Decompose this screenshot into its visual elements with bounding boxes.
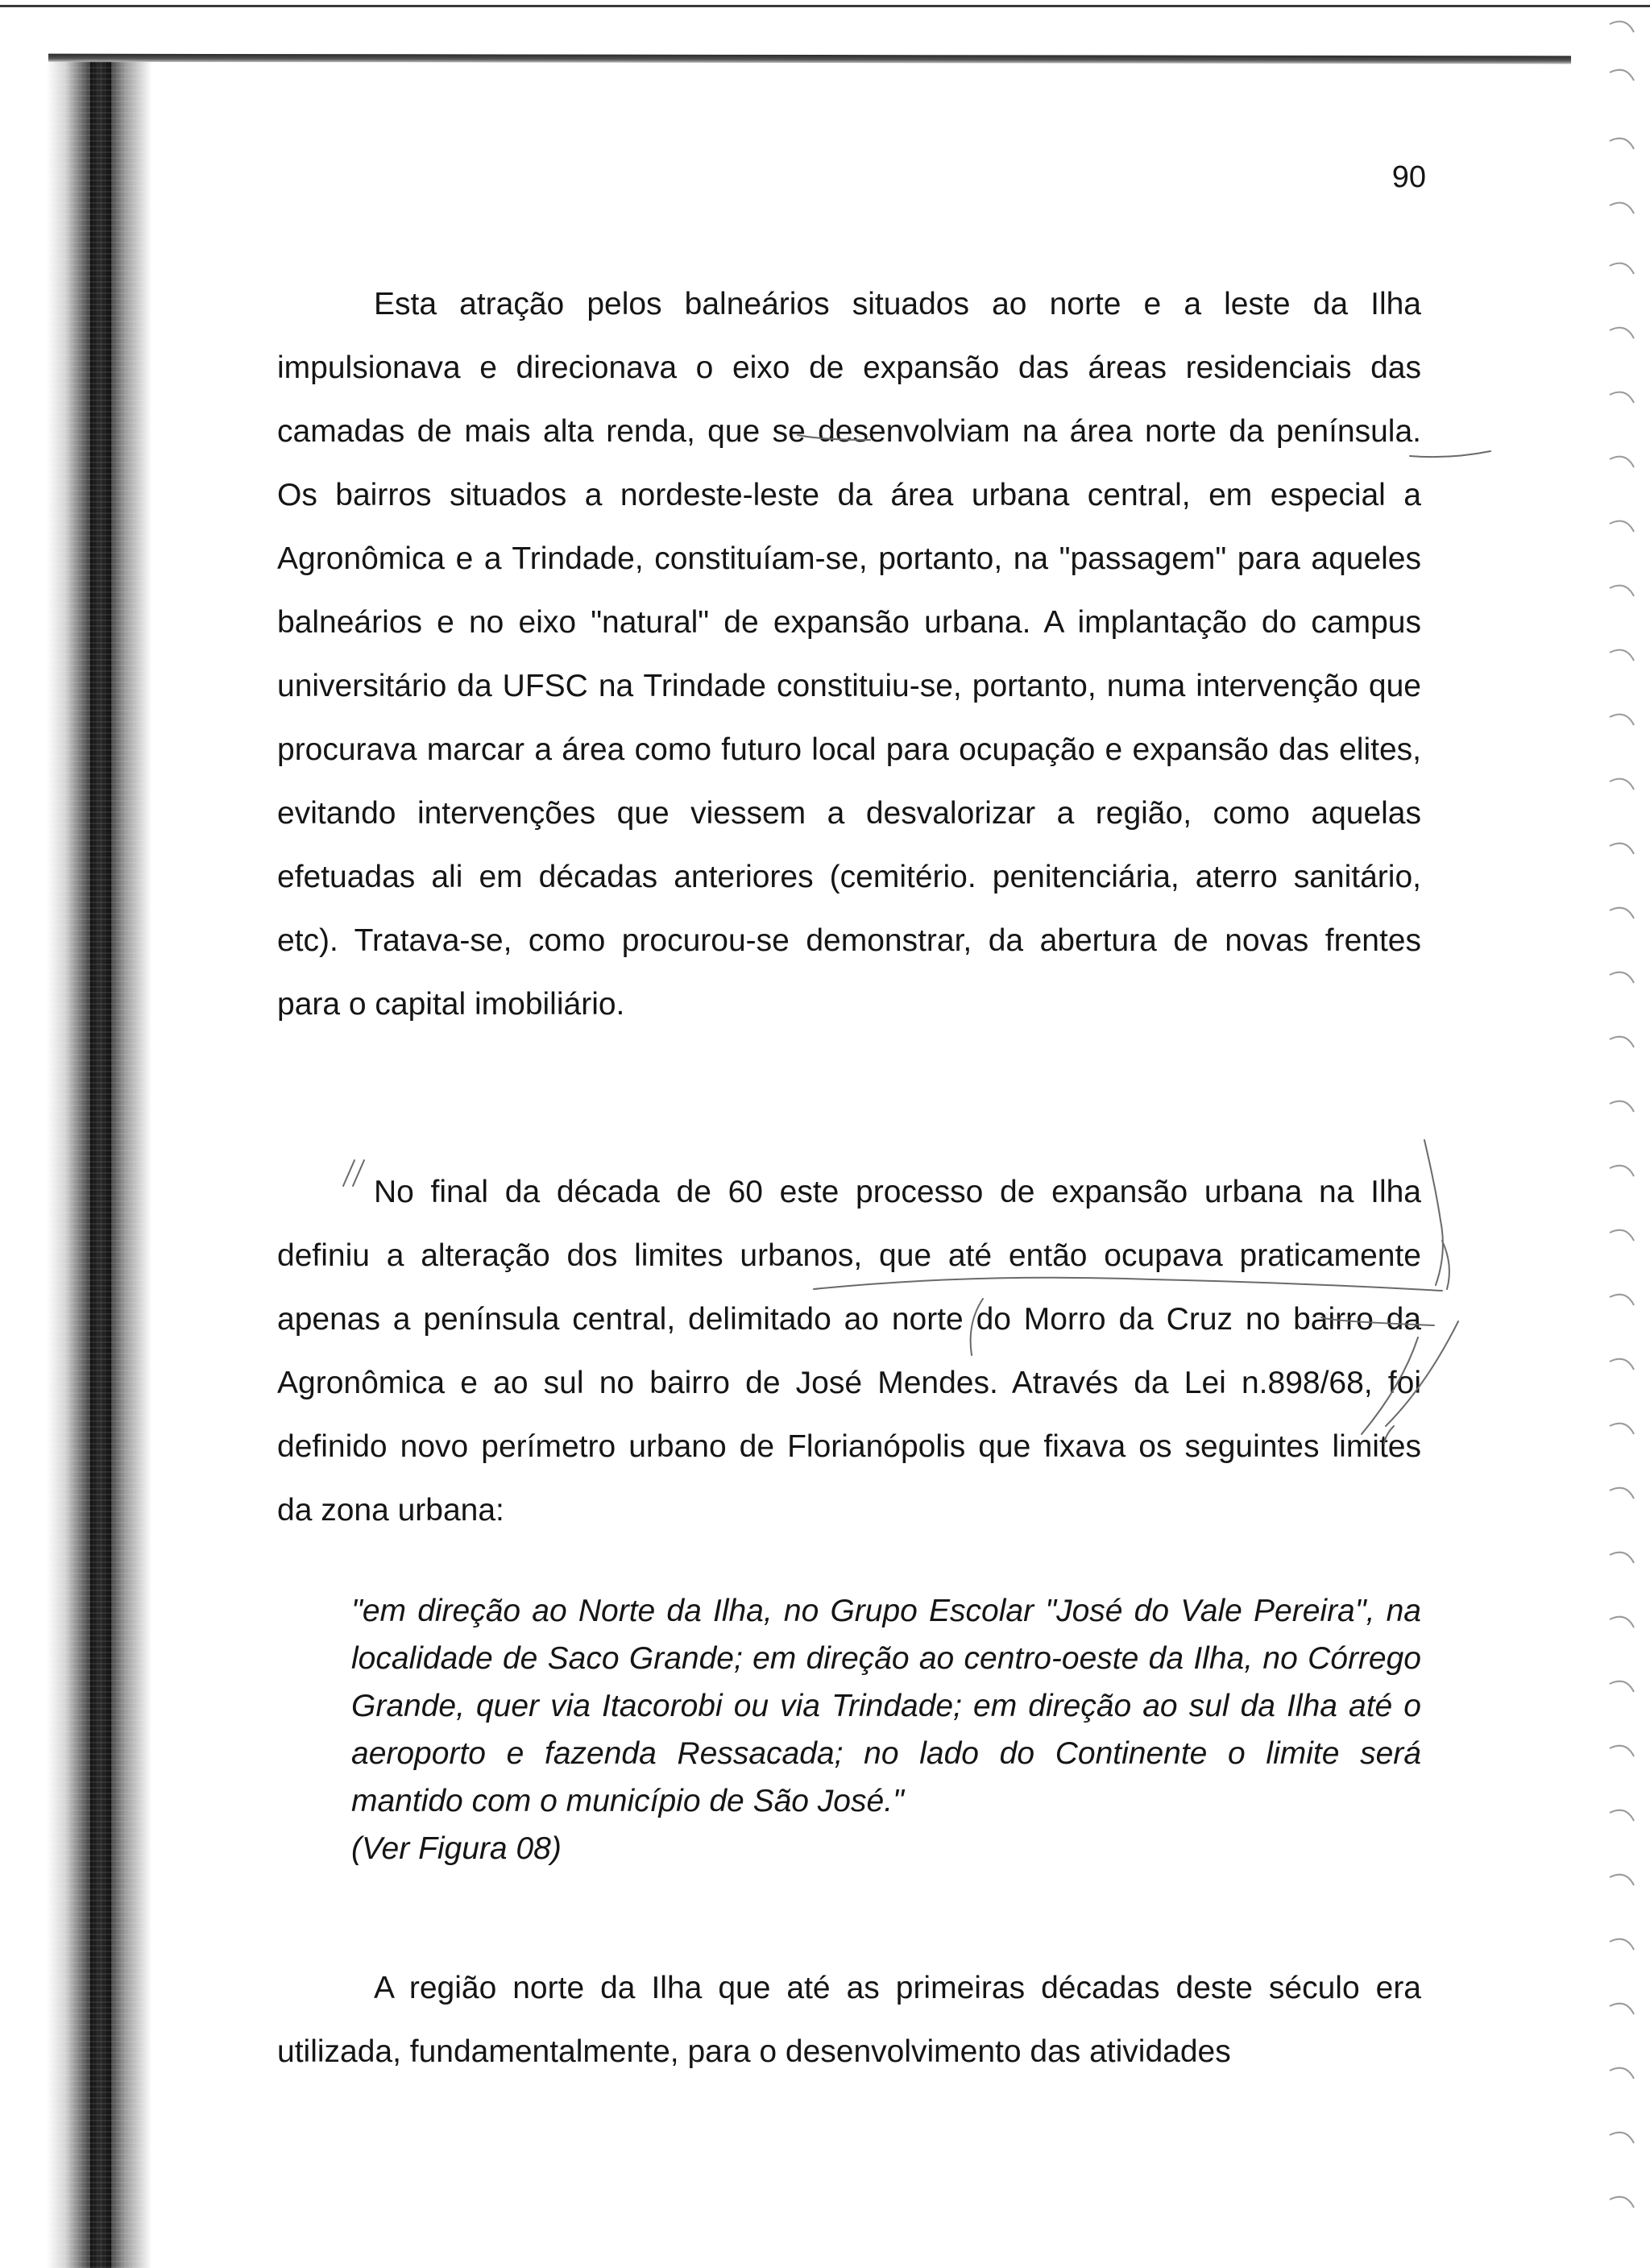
paragraph-1: [277, 272, 1421, 1036]
top-rule-line: [48, 54, 1571, 64]
paragraph-3: [277, 1956, 1421, 2083]
block-quote-text: "em direção ao Norte da Ilha, no Grupo Escolar "José do Vale Pereira", na localidade de Saco Grande; em direção ao centro-oeste da Ilha, no Córrego Grande, quer via Itacorobi ou via Trindade; em direção ao sul da Ilha até o aeroporto e fazenda Ressacada; no lado do Continente o limite será mantido com o município de São José.": [351, 1594, 1421, 1818]
spiral-binding-marks: [1569, 0, 1650, 2268]
paragraph-1-text: Esta atração pelos balneários situados ao norte e a leste da Ilha impulsionava e direcionava o eixo de expansão das áreas residenciais das camadas de mais alta renda, que se desenvolviam na área norte da península. Os bairros situados a nordeste-leste da área urbana central, em especial a Agronômica e a Trindade, constituíam-se, portanto, na "passagem" para aqueles balneários e no eixo "natural" de expansão urbana. A implantação do campus universitário da UFSC na Trindade constituiu-se, portanto, numa intervenção que procurava marcar a área como futuro local para ocupação e expansão das elites, evitando intervenções que viessem a desvalorizar a região, como aquelas efetuadas ali em décadas anteriores (cemitério. penitenciária, aterro sanitário, etc). Tratava-se, como procurou-se demonstrar, da abertura de novas frentes para o capital imobiliário.: [277, 287, 1421, 1022]
spiral-marks-graphic: [1569, 0, 1650, 2268]
binding-texture: [48, 56, 145, 2268]
block-quote: [351, 1587, 1421, 1872]
paragraph-2-text: No final da década de 60 este processo de expansão urbana na Ilha definiu a alteração dos limites urbanos, que até então ocupava praticamente apenas a península central, delimitado ao norte do Morro da Cruz no bairro da Agronômica e ao sul no bairro de José Mendes. Através da Lei n.898/68, foi definido novo perímetro urbano de Florianópolis que fixava os seguintes limites da zona urbana:: [277, 1175, 1421, 1528]
paragraph-2: [277, 1160, 1421, 1542]
paragraph-3-text: A região norte da Ilha que até as primeiras décadas deste século era utilizada, fundamentalmente, para o desenvolvimento das atividades: [277, 1971, 1421, 2069]
figure-reference: (Ver Figura 08): [351, 1831, 562, 1866]
scan-top-edge-line: [0, 5, 1650, 7]
page-number: 90: [1391, 160, 1426, 194]
